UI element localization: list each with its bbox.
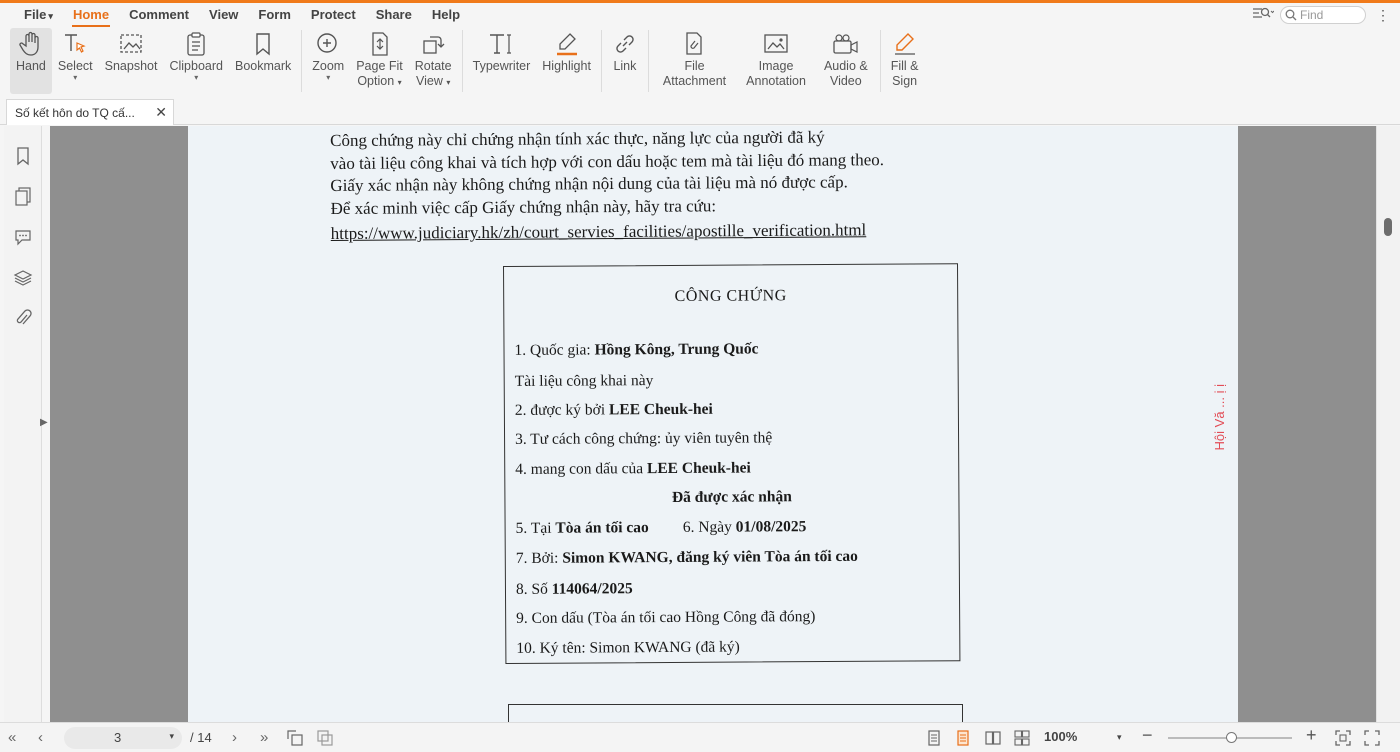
- bookmark-icon: [253, 31, 273, 57]
- separator: [880, 30, 881, 92]
- menu-form[interactable]: Form: [258, 7, 291, 22]
- snapshot-label: Snapshot: [104, 59, 158, 73]
- separator: [601, 30, 602, 92]
- continuous-facing-view-icon[interactable]: [1014, 730, 1030, 746]
- pdf-page: [188, 126, 1238, 722]
- number-line: 8. Số 114064/2025: [515, 580, 633, 598]
- page-fit-option-button[interactable]: [350, 28, 409, 94]
- menu-comment[interactable]: Comment: [129, 7, 190, 22]
- select-tool-button[interactable]: [52, 28, 99, 94]
- bookmark-button[interactable]: [229, 28, 297, 94]
- seal-line: 4. mang con dấu của LEE Cheuk-hei: [515, 459, 751, 478]
- page-content: [188, 126, 1238, 722]
- intro-line: Công chứng này chỉ chứng nhận tính xác thực, năng lực của người đã ký: [330, 127, 825, 150]
- snapshot-icon: [118, 32, 144, 56]
- chevron-down-icon: ▾: [48, 11, 53, 21]
- document-tab[interactable]: [6, 99, 174, 125]
- signature-line: 10. Ký tên: Simon KWANG (đã ký): [516, 638, 740, 657]
- by-line: 7. Bởi: Simon KWANG, đăng ký viên Tòa án tối cao: [515, 547, 858, 567]
- pages-panel-icon[interactable]: [13, 186, 33, 206]
- clipboard-button[interactable]: [163, 28, 229, 94]
- navigation-sidebar: [4, 126, 42, 722]
- capacity-line: 3. Tư cách công chứng: ủy viên tuyên thệ: [515, 429, 773, 448]
- fill-sign-button[interactable]: [885, 28, 925, 94]
- typewriter-button[interactable]: [467, 28, 537, 94]
- total-pages: / 14: [190, 730, 212, 745]
- rotate-view-button[interactable]: [409, 28, 458, 94]
- image-annotation-label-2: Annotation: [746, 74, 806, 88]
- fill-sign-icon: [892, 31, 918, 57]
- page-fit-label-2: Option ▾: [357, 74, 402, 88]
- continuous-view-icon[interactable]: [955, 730, 971, 746]
- hand-tool-button[interactable]: [10, 28, 52, 94]
- apostille-title: CÔNG CHỨNG: [674, 287, 787, 305]
- audio-video-button[interactable]: [816, 28, 876, 94]
- first-page-icon[interactable]: «: [8, 729, 17, 746]
- link-label: Link: [613, 59, 637, 73]
- clipboard-icon: [185, 31, 207, 57]
- menu-bar: [0, 3, 1400, 27]
- fill-sign-label-2: Sign: [892, 74, 918, 88]
- snapshot-button[interactable]: [99, 28, 164, 94]
- close-icon[interactable]: ✕: [155, 104, 167, 120]
- bookmarks-panel-icon[interactable]: [13, 146, 33, 166]
- intro-line: vào tài liệu công khai và tích hợp với con dấu hoặc tem mà tài liệu đó mang theo.: [330, 149, 885, 173]
- audio-video-label-2: Video: [829, 74, 862, 88]
- scrollbar-thumb[interactable]: [1384, 218, 1392, 236]
- layers-panel-icon[interactable]: [13, 268, 33, 288]
- page-number-input[interactable]: [64, 727, 182, 749]
- separator: [648, 30, 649, 92]
- link-icon: [612, 31, 638, 57]
- next-page-icon[interactable]: ›: [232, 729, 237, 746]
- more-options-icon[interactable]: ⋮: [1376, 6, 1390, 23]
- separator: [301, 30, 302, 92]
- search-options-icon[interactable]: [1252, 6, 1274, 25]
- audio-video-label-1: Audio &: [823, 59, 868, 73]
- ribbon-toolbar: [0, 28, 1400, 96]
- next-box-edge: [508, 704, 963, 722]
- separator: [462, 30, 463, 92]
- find-input[interactable]: [1280, 6, 1366, 24]
- typewriter-icon: [487, 31, 515, 57]
- hand-label: Hand: [16, 59, 46, 73]
- public-doc-line: Tài liệu công khai này: [514, 372, 654, 390]
- zoom-level[interactable]: 100%: [1044, 729, 1078, 744]
- chevron-down-icon[interactable]: ▾: [1117, 732, 1122, 742]
- current-page: 3: [114, 730, 122, 745]
- status-bar: [0, 722, 1400, 752]
- image-annotation-label-1: Image: [758, 59, 794, 73]
- country-line: 1. Quốc gia: Hồng Kông, Trung Quốc: [514, 340, 759, 359]
- chevron-down-icon: ▾: [326, 73, 331, 82]
- file-attachment-label-1: File: [684, 59, 705, 73]
- stamp-line: 9. Con dấu (Tòa án tối cao Hồng Công đã đóng): [516, 608, 816, 627]
- file-attachment-icon: [683, 31, 707, 57]
- file-attachment-label-2: Attachment: [662, 74, 727, 88]
- next-view-icon[interactable]: [316, 729, 334, 747]
- bookmark-label: Bookmark: [234, 59, 292, 73]
- comments-panel-icon[interactable]: [13, 227, 33, 247]
- highlight-button[interactable]: [536, 28, 597, 94]
- rotate-icon: [420, 31, 446, 57]
- previous-page-icon[interactable]: ‹: [38, 729, 43, 746]
- fill-sign-label-1: Fill &: [890, 59, 919, 73]
- document-tab-title: Số kết hôn do TQ cấ...: [15, 105, 135, 120]
- image-annotation-button[interactable]: [736, 28, 816, 94]
- hand-icon: [19, 31, 43, 57]
- intro-line: Để xác minh việc cấp Giấy chứng nhận này, hãy tra cứu:: [330, 195, 717, 218]
- place-date-line: 5. Tại Tòa án tối cao 6. Ngày 01/08/2025: [515, 518, 807, 537]
- intro-line: Giấy xác nhận này không chứng nhận nội dung của tài liệu mà nó được cấp.: [330, 172, 848, 195]
- find-placeholder: Find: [1300, 8, 1324, 22]
- single-page-view-icon[interactable]: [926, 730, 942, 746]
- zoom-button[interactable]: [306, 28, 350, 94]
- menu-share[interactable]: Share: [375, 7, 412, 22]
- select-label: Select: [57, 59, 93, 73]
- attachments-panel-icon[interactable]: [13, 309, 33, 329]
- video-camera-icon: [832, 32, 860, 56]
- image-annotation-icon: [763, 32, 789, 56]
- zoom-icon: [315, 31, 341, 57]
- menu-home[interactable]: Home: [63, 3, 119, 27]
- clipboard-label: Clipboard: [169, 59, 223, 73]
- apostille-box: [503, 263, 960, 664]
- page-fit-icon: [369, 31, 391, 57]
- sidebar-expand-icon[interactable]: ▶: [40, 417, 48, 428]
- zoom-in-icon[interactable]: +: [1306, 725, 1317, 745]
- menu-right-tools: [1252, 3, 1390, 27]
- rotate-label-2: View ▾: [416, 74, 451, 88]
- link-button[interactable]: [606, 28, 644, 94]
- last-page-icon[interactable]: »: [260, 729, 269, 746]
- file-attachment-button[interactable]: [653, 28, 736, 94]
- highlighter-icon: [554, 31, 580, 57]
- zoom-label: Zoom: [312, 59, 345, 73]
- signed-by-line: 2. được ký bởi LEE Cheuk-hei: [514, 400, 713, 419]
- menu-file[interactable]: [14, 3, 63, 27]
- previous-view-icon[interactable]: [286, 729, 304, 747]
- verification-url[interactable]: https://www.judiciary.hk/zh/court_servies_facilities/apostille_verification.html: [330, 220, 867, 243]
- vertical-scrollbar[interactable]: [1376, 126, 1400, 722]
- menu-help[interactable]: Help: [431, 7, 461, 22]
- menu-view[interactable]: View: [209, 7, 239, 22]
- chevron-down-icon: ▾: [194, 73, 199, 82]
- chevron-down-icon: ▾: [397, 78, 402, 87]
- facing-view-icon[interactable]: [985, 730, 1001, 746]
- chevron-down-icon: ▾: [446, 78, 451, 87]
- typewriter-label: Typewriter: [472, 59, 531, 73]
- menu-file-label: File: [24, 7, 47, 22]
- chevron-down-icon: ▾: [169, 731, 174, 741]
- highlight-label: Highlight: [542, 59, 591, 73]
- rotate-label-1: Rotate: [414, 59, 452, 73]
- document-tab-bar: [0, 97, 1400, 125]
- document-viewer: [50, 126, 1376, 722]
- search-icon: [1285, 9, 1297, 21]
- red-stamp-text: Hội Vă ... ị ị: [1212, 384, 1227, 451]
- menu-protect[interactable]: Protect: [310, 7, 356, 22]
- zoom-slider-knob[interactable]: [1226, 732, 1237, 743]
- zoom-out-icon[interactable]: −: [1142, 725, 1153, 745]
- select-text-icon: [62, 31, 88, 57]
- intro-paragraph: [330, 126, 971, 245]
- certified-heading: Đã được xác nhận: [671, 488, 792, 506]
- page-fit-label-1: Page Fit: [356, 59, 403, 73]
- fullscreen-icon[interactable]: [1364, 730, 1380, 746]
- chevron-down-icon: ▾: [73, 73, 78, 82]
- fit-page-icon[interactable]: [1335, 730, 1351, 746]
